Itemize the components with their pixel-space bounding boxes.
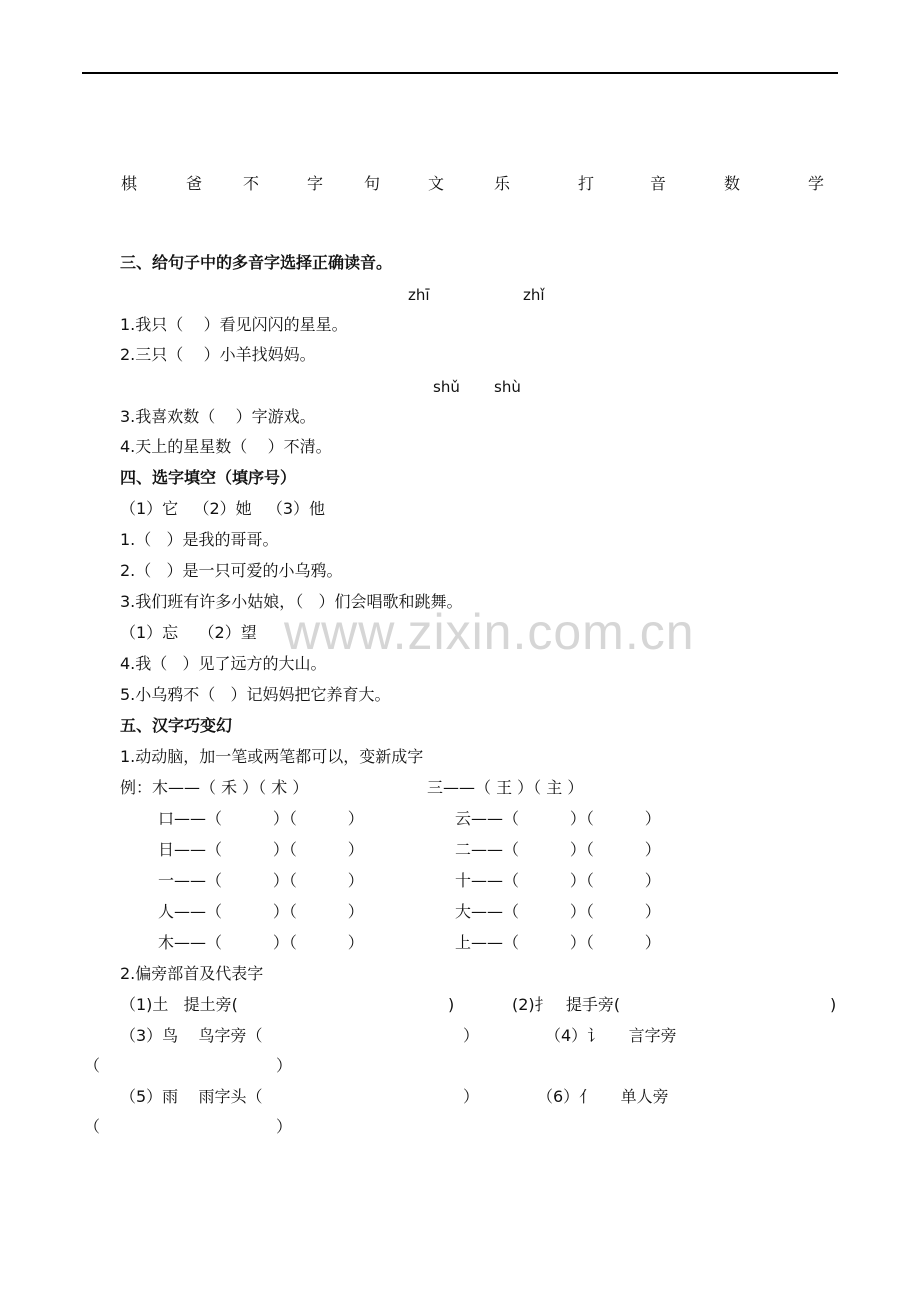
word-bank-char: 不 — [243, 174, 260, 193]
example-right: 三——（ 王 ）（ 主 ） — [427, 778, 584, 797]
watermark: www.zixin.com.cn — [284, 604, 695, 660]
question: 2.三只（ ）小羊找妈妈。 — [120, 345, 316, 364]
word-bank-char: 学 — [808, 174, 825, 193]
pinyin-option: zhǐ — [523, 286, 545, 304]
example-left: 例：木——（ 禾 ）（ 术 ） — [120, 778, 309, 797]
question: 4.天上的星星数（ ）不清。 — [120, 437, 332, 456]
transform-row-left: 一——（ ）（ ） — [158, 871, 364, 890]
word-bank-char: 句 — [364, 174, 381, 193]
word-bank-char: 数 — [724, 174, 741, 193]
question: 5.小乌鸦不（ ）记妈妈把它养育大。 — [120, 685, 391, 704]
transform-row-left: 口——（ ）（ ） — [158, 809, 364, 828]
radical-close: ) — [448, 995, 455, 1014]
radical-item: （1)土 提土旁( — [120, 995, 238, 1014]
word-bank-char: 爸 — [186, 174, 203, 193]
question: 3.我们班有许多小姑娘，（ ）们会唱歌和跳舞。 — [120, 592, 463, 611]
word-bank-char: 文 — [428, 174, 445, 193]
pinyin-option: zhī — [408, 286, 430, 304]
radical-item: （6）亻 单人旁 — [537, 1087, 669, 1106]
radical-open: （ — [84, 1117, 101, 1136]
header-rule — [82, 72, 838, 74]
radical-close: ) — [830, 995, 837, 1014]
radical-item: （3）鸟 鸟字旁（ — [120, 1026, 263, 1045]
section5-title: 五、汉字巧变幻 — [120, 716, 233, 735]
question: 1.我只（ ）看见闪闪的星星。 — [120, 315, 348, 334]
word-bank-char: 音 — [650, 174, 667, 193]
word-bank-char: 打 — [578, 174, 595, 193]
question: 2.（ ）是一只可爱的小乌鸦。 — [120, 561, 343, 580]
radical-close: ） — [463, 1026, 480, 1045]
question: 3.我喜欢数（ ）字游戏。 — [120, 407, 316, 426]
subsection-title: 1.动动脑，加一笔或两笔都可以，变新成字 — [120, 747, 424, 766]
transform-row-right: 十——（ ）（ ） — [455, 871, 661, 890]
transform-row-right: 大——（ ）（ ） — [455, 902, 661, 921]
word-bank-char: 乐 — [494, 174, 511, 193]
radical-close: ） — [276, 1117, 293, 1136]
radical-item: (2)扌 提手旁( — [512, 995, 621, 1014]
subsection-title: 2.偏旁部首及代表字 — [120, 964, 264, 983]
pinyin-option: shù — [494, 378, 521, 396]
section3-title: 三、给句子中的多音字选择正确读音。 — [120, 253, 393, 272]
transform-row-right: 云——（ ）（ ） — [455, 809, 661, 828]
transform-row-left: 人——（ ）（ ） — [158, 902, 364, 921]
radical-open: （ — [84, 1056, 101, 1075]
pinyin-option: shǔ — [433, 378, 460, 396]
radical-close: ） — [276, 1056, 293, 1075]
options: （1）它 （2）她 （3）他 — [120, 499, 326, 518]
question: 1.（ ）是我的哥哥。 — [120, 530, 279, 549]
word-bank-char: 字 — [307, 174, 324, 193]
section4-title: 四、选字填空（填序号） — [120, 468, 297, 487]
transform-row-left: 日——（ ）（ ） — [158, 840, 364, 859]
transform-row-left: 木——（ ）（ ） — [158, 933, 364, 952]
radical-item: （5）雨 雨字头（ — [120, 1087, 263, 1106]
question: 4.我（ ）见了远方的大山。 — [120, 654, 327, 673]
options: （1）忘 （2）望 — [120, 623, 257, 642]
word-bank-char: 棋 — [121, 174, 138, 193]
transform-row-right: 上——（ ）（ ） — [455, 933, 661, 952]
transform-row-right: 二——（ ）（ ） — [455, 840, 661, 859]
radical-item: （4）讠 言字旁 — [545, 1026, 677, 1045]
radical-close: ） — [463, 1087, 480, 1106]
